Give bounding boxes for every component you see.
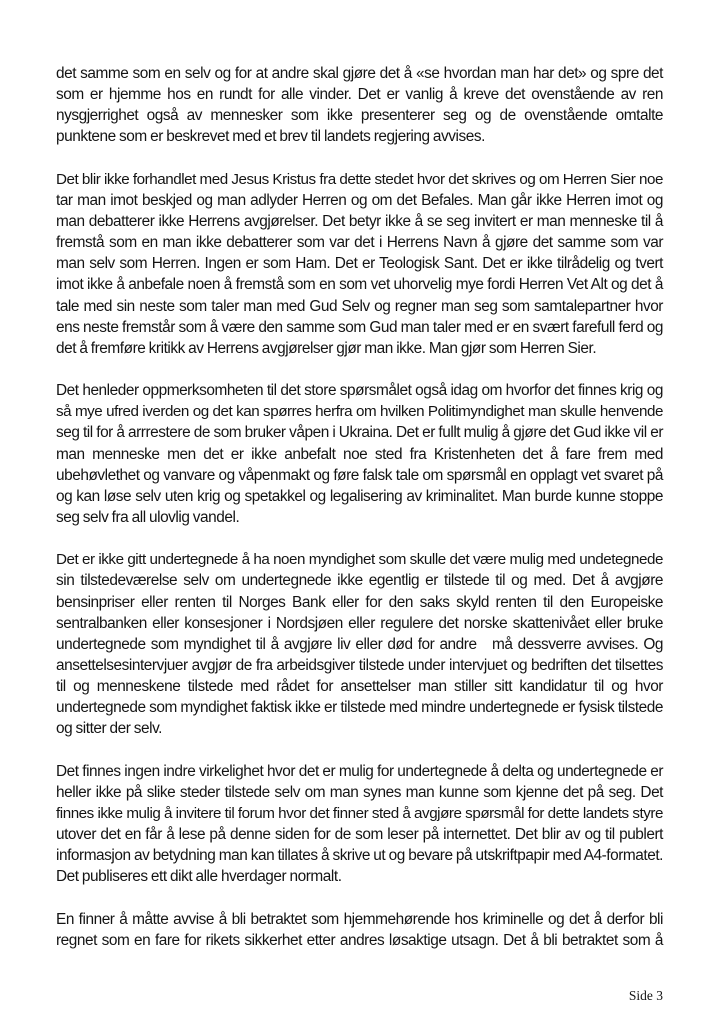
- text-line: man selv som Herren. Ingen er som Ham. Det er Teologisk Sant. Det er ikke tilrådelig og tvert: [56, 255, 663, 273]
- text-line: Det er ikke gitt undertegnede å ha noen myndighet som skulle det være mulig med undetegnede: [56, 551, 663, 569]
- text-line: som er hjemme hos en rundt for alle vinder. Det er vanlig å kreve det ovenstående av ren: [56, 86, 663, 104]
- text-line: sentralbanken eller konsesjoner i Nordsjøen eller regulere det norske skattenivået eller bruke: [56, 614, 663, 632]
- text-line: ubehøvlethet og vanvare og våpenmakt og føre falsk tale om spørsmål en opplagt vet svaret på: [56, 466, 663, 484]
- text-line: punktene som er beskrevet med et brev til landets regjering avvises.: [56, 128, 485, 146]
- text-line: undertegnede som myndighet faktisk ikke er tilstede med mindre undertegnede er fysisk tilstede: [56, 699, 663, 717]
- text-line: det samme som en selv og for at andre skal gjøre det å «se hvordan man har det» og spre det: [56, 65, 663, 82]
- text-line: Det blir ikke forhandlet med Jesus Kristus fra dette stedet hvor det skrives og om Herren Sier noe: [56, 170, 663, 188]
- text-line: man debatterer ikke Herrens avgjørelser. Det betyr ikke å se seg invitert er man menneske til å: [56, 212, 663, 230]
- text-line: finnes ikke mulig å invitere til forum hvor det finner sted å avgjøre spørsmål for dette landets styre: [56, 804, 663, 822]
- paragraph: [56, 380, 663, 528]
- text-line: ansettelsesintervjuer avgjør de fra arbeidsgiver tilstede under intervjuet og bedriften det tilsettes: [56, 656, 663, 674]
- text-line: utover det en får å lese på denne siden for de som leser på internettet. Det blir av og til publert: [56, 826, 663, 844]
- paragraph: [56, 909, 663, 951]
- paragraph: [56, 169, 663, 359]
- text-line: det å fremføre kritikk av Herrens avgjørelser gjør man ikke. Man gjør som Herren Sier.: [56, 339, 597, 357]
- text-line: seg selv fra all ulovlig vandel.: [56, 508, 240, 526]
- text-line: nysgjerrighet også av mennesker som ikke presenterer seg og de ovenstående omtalte: [56, 107, 663, 125]
- text-line: til og menneskene tilstede med rådet for ansettelser man stiller sitt kandidatur til og hvor: [56, 678, 663, 696]
- paragraph: [56, 63, 663, 148]
- text-line: og sitter der selv.: [56, 720, 162, 738]
- text-line: tale med sin neste som taler man med Gud Selv og regner man seg som samtalepartner hvor: [56, 297, 663, 315]
- text-line: tar man imot beskjed og man adlyder Herren og om det Befales. Man går ikke Herren imot og: [56, 191, 663, 209]
- text-line: undertegnede som myndighet til å avgjøre liv eller død for andre må dessverre avvises. Og: [56, 635, 663, 653]
- paragraph: [56, 761, 663, 888]
- text-line: regnet som en fare for rikets sikkerhet etter andres løsaktige utsagn. Det å bli betraktet som å: [56, 931, 663, 949]
- text-line: seg til for å arrrestere de som bruker våpen i Ukraina. Det er fullt mulig å gjøre det Gud ikke vil er: [56, 424, 663, 442]
- page-number: Side 3: [628, 988, 663, 1003]
- text-line: Det henleder oppmerksomheten til det store spørsmålet også idag om hvorfor det finnes krig og: [56, 382, 663, 400]
- text-line: informasjon av betydning man kan tillates å skrive ut og bevare på utskriftpapir med A4-formatet.: [56, 847, 663, 865]
- text-line: ens neste fremstår som å være den samme som Gud man taler med er en svært farefull ferd og: [56, 318, 663, 336]
- text-line: imot ikke å anbefale noen å fremstå som en som vet uhorvelig mye fordi Herren Vet Alt og det å: [56, 276, 663, 294]
- text-line: bensinpriser eller renten til Norges Bank eller for den saks skyld renten til den Europeiske: [56, 593, 663, 611]
- text-line: man menneske men det er ikke anbefalt noe sted fra Kristenheten det å fare frem med: [56, 445, 663, 463]
- text-line: heller ikke på slike steder tilstede selv om man synes man kunne som kjenne det på seg. Det: [56, 783, 663, 801]
- text-line: og kan løse selv uten krig og spetakkel og legalisering av kriminalitet. Man burde kunne stoppe: [56, 487, 663, 505]
- text-line: Det publiseres ett dikt alle hverdager normalt.: [56, 868, 342, 886]
- text-line: Det finnes ingen indre virkelighet hvor det er mulig for undertegnede å delta og undertegnede er: [56, 762, 663, 780]
- text-line: sin tilstedeværelse selv om undertegnede ikke egentlig er tilstede til og med. Det å avgjøre: [56, 572, 663, 590]
- document-body: [56, 63, 663, 972]
- text-line: så mye ufred iverden og det kan spørres herfra om hvilken Politimyndighet man skulle henvende: [56, 403, 663, 421]
- text-line: En finner å måtte avvise å bli betraktet som hjemmehørende hos kriminelle og det å derfor bli: [56, 910, 663, 928]
- paragraph: [56, 549, 663, 739]
- text-line: fremstå som en man ikke debatterer som var det i Herrens Navn å gjøre det samme som var: [56, 234, 663, 252]
